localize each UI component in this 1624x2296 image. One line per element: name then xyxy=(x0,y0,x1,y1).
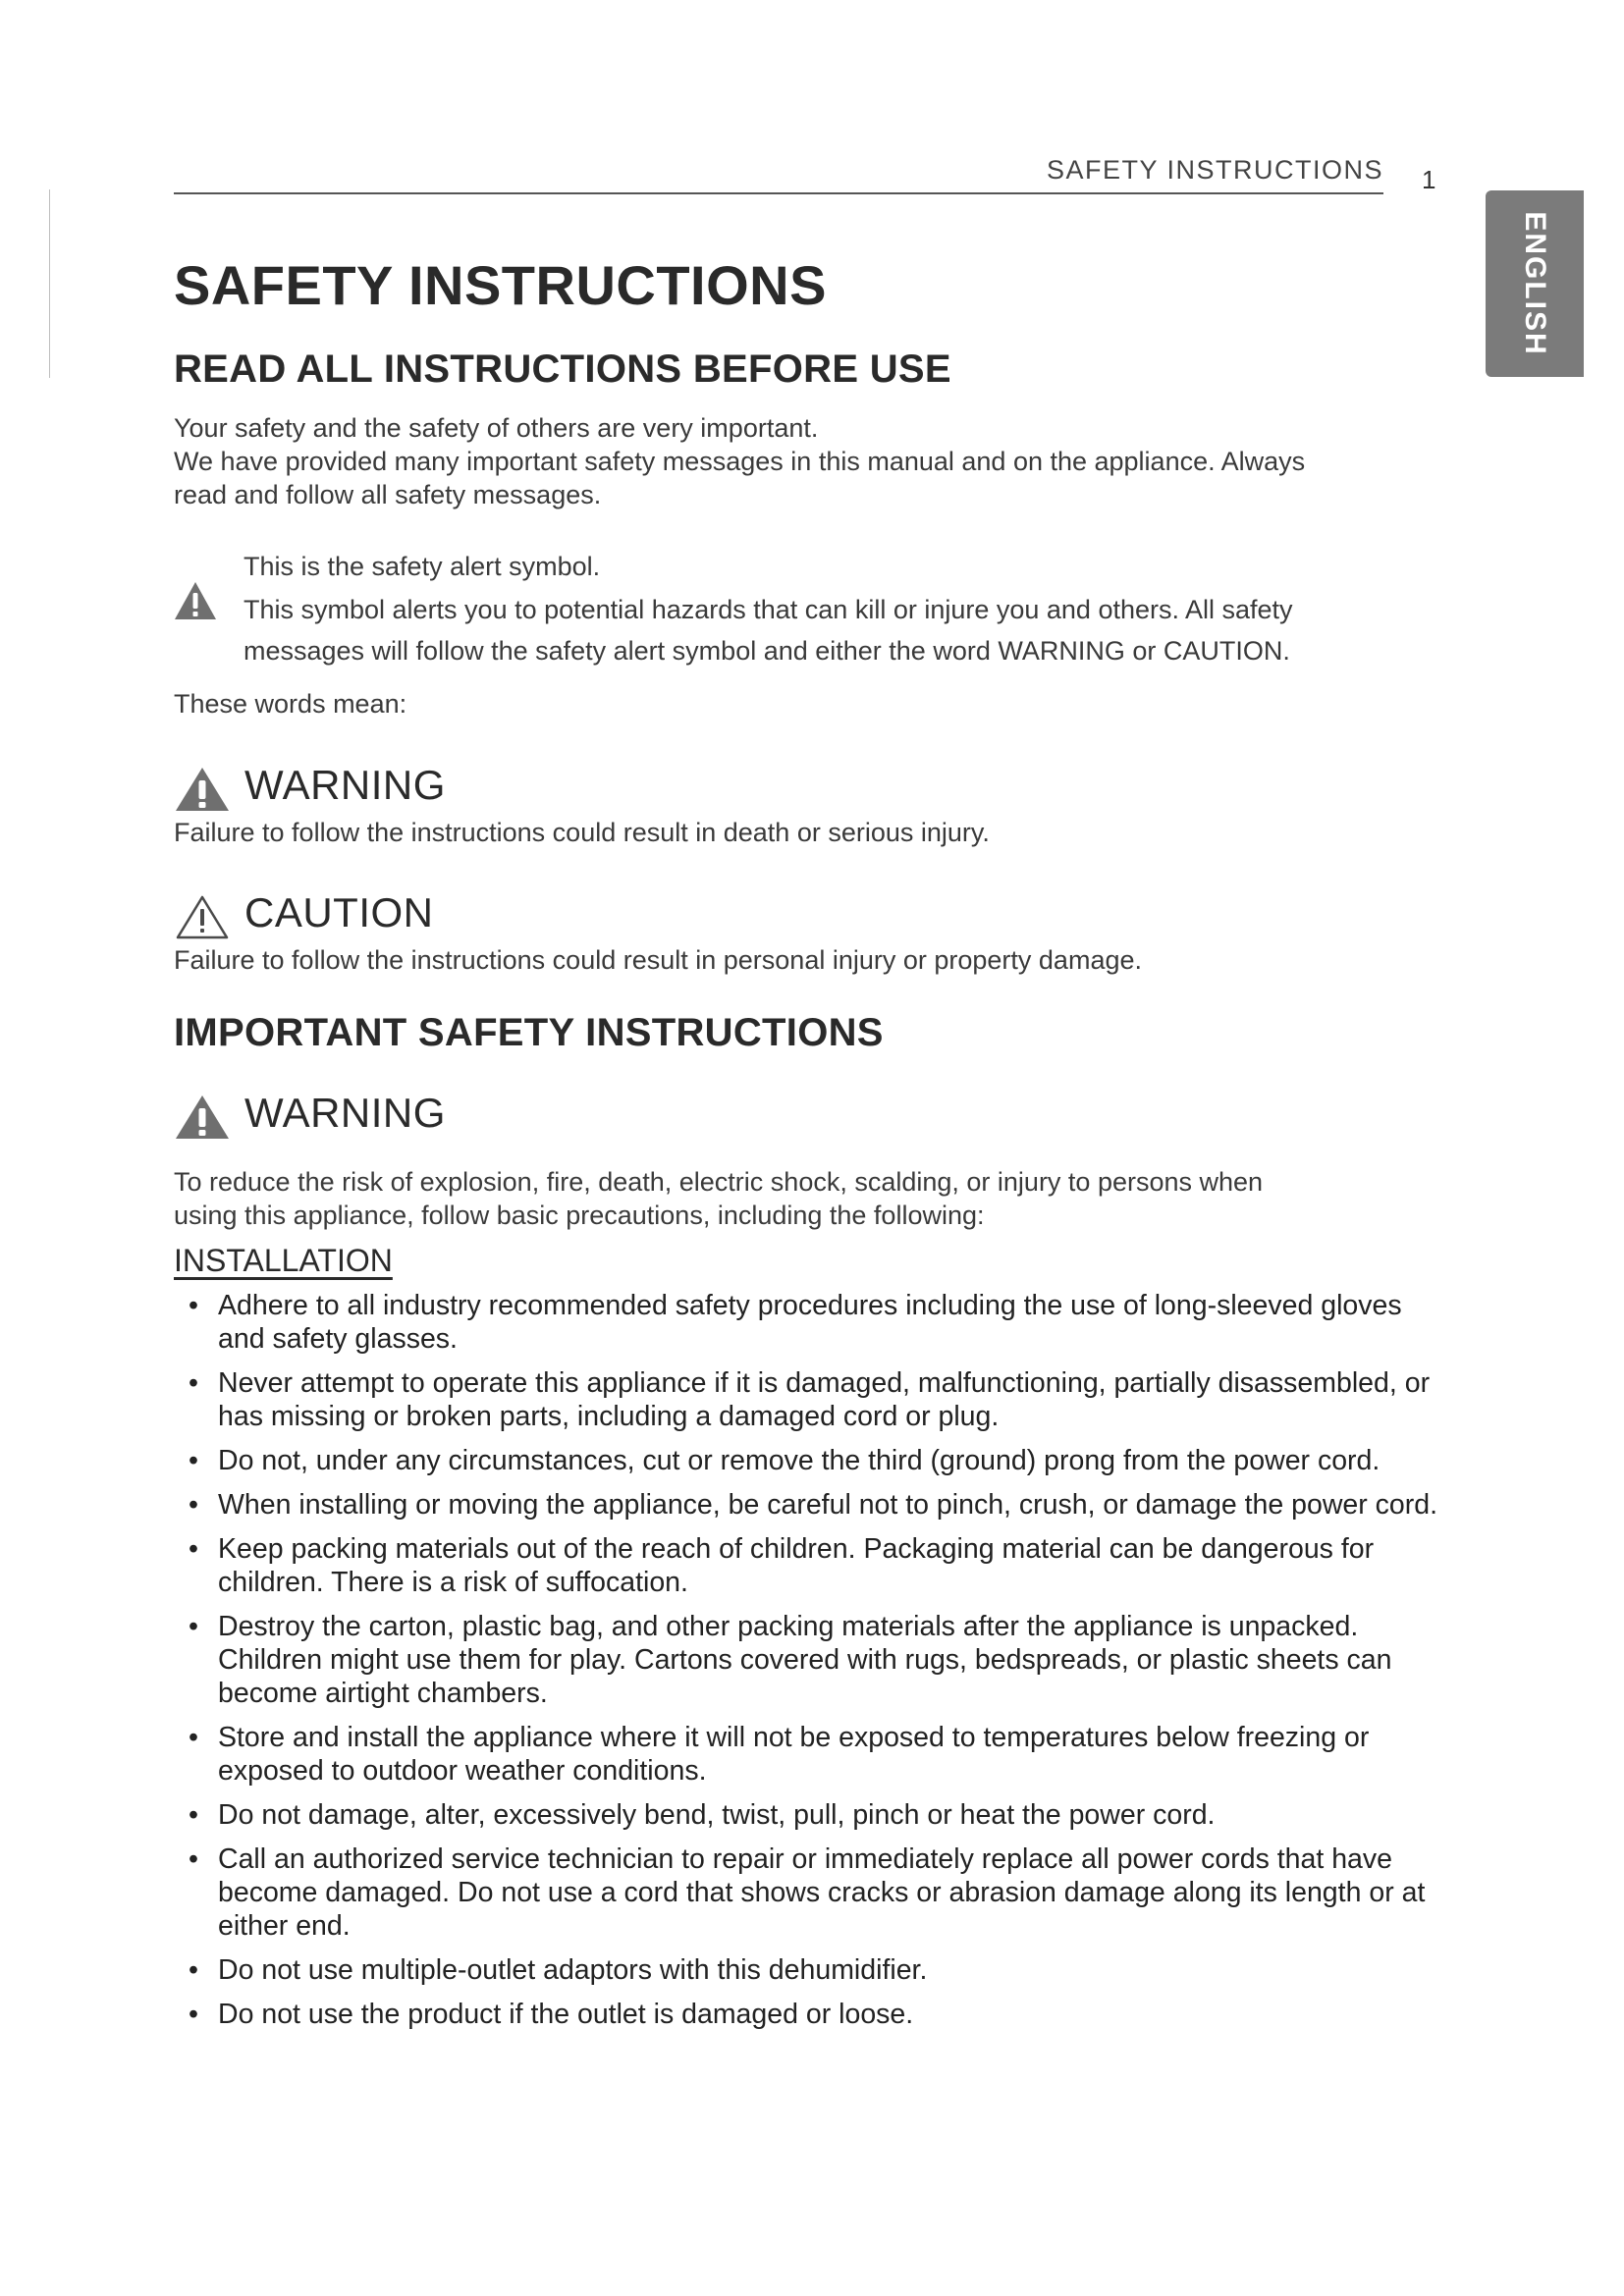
intro-line: We have provided many important safety messages in this manual and on the appliance. Always xyxy=(174,447,1306,476)
list-item: • Never attempt to operate this appliance if it is damaged, malfunctioning, partially disassembled, or has missing or broken parts, including a damaged cord or plug. xyxy=(187,1366,1453,1433)
safety-alert-icon xyxy=(174,581,217,620)
risk-paragraph xyxy=(174,1165,1440,1232)
intro-line: read and follow all safety messages. xyxy=(174,480,602,509)
risk-line: To reduce the risk of explosion, fire, death, electric shock, scalding, or injury to persons when xyxy=(174,1167,1264,1197)
list-item: • Keep packing materials out of the reach of children. Packaging material can be dangerous for children. There is a risk of suffocation. xyxy=(187,1532,1453,1599)
list-item: • Adhere to all industry recommended safety procedures including the use of long-sleeved gloves and safety glasses. xyxy=(187,1289,1453,1356)
warning-word: WARNING xyxy=(244,762,446,808)
running-header xyxy=(174,153,1383,194)
installation-list xyxy=(187,1289,1453,2031)
words-mean: These words mean: xyxy=(174,689,407,719)
read-all-heading: READ ALL INSTRUCTIONS BEFORE USE xyxy=(174,347,951,391)
caution-word: CAUTION xyxy=(244,889,434,935)
margin-divider xyxy=(49,189,50,378)
alert-line: This symbol alerts you to potential hazards that can kill or injure you and others. All safety xyxy=(244,595,1293,624)
list-item: • When installing or moving the appliance, be careful not to pinch, crush, or damage the power cord. xyxy=(187,1488,1453,1522)
installation-heading: INSTALLATION xyxy=(174,1243,393,1278)
risk-line: using this appliance, follow basic precautions, including the following: xyxy=(174,1201,985,1230)
intro-paragraph xyxy=(174,411,1440,511)
list-item: • Do not damage, alter, excessively bend, twist, pull, pinch or heat the power cord. xyxy=(187,1798,1453,1832)
list-item: • Do not use multiple-outlet adaptors with this dehumidifier. xyxy=(187,1953,1453,1987)
caution-icon xyxy=(174,893,231,940)
list-item: • Do not, under any circumstances, cut or remove the third (ground) prong from the power cord. xyxy=(187,1444,1453,1477)
language-tab-label: ENGLISH xyxy=(1519,211,1551,356)
running-title: SAFETY INSTRUCTIONS xyxy=(1046,155,1383,185)
warning-icon xyxy=(174,1094,231,1141)
caution-text: Failure to follow the instructions could result in personal injury or property damage. xyxy=(174,945,1142,975)
list-item: • Destroy the carton, plastic bag, and other packing materials after the appliance is unpacked. Children might use them for play. Cartons covered with rugs, bedspreads, or plastic sheets can become airtight chambers. xyxy=(187,1610,1453,1710)
list-item: • Do not use the product if the outlet is damaged or loose. xyxy=(187,1998,1453,2031)
warning-icon xyxy=(174,766,231,813)
language-tab xyxy=(1486,190,1584,377)
intro-line: Your safety and the safety of others are very important. xyxy=(174,413,819,443)
page-number: 1 xyxy=(1422,165,1436,194)
warning-text: Failure to follow the instructions could result in death or serious injury. xyxy=(174,818,990,847)
alert-line: This is the safety alert symbol. xyxy=(244,552,601,581)
list-item: • Call an authorized service technician to repair or immediately replace all power cords that have become damaged. Do not use a cord that shows cracks or abrasion damage along its length or at either end. xyxy=(187,1842,1453,1943)
important-heading: IMPORTANT SAFETY INSTRUCTIONS xyxy=(174,1011,884,1054)
alert-line: messages will follow the safety alert symbol and either the word WARNING or CAUTION. xyxy=(244,636,1290,666)
list-item: • Store and install the appliance where it will not be exposed to temperatures below freezing or exposed to outdoor weather conditions. xyxy=(187,1721,1453,1788)
page-title: SAFETY INSTRUCTIONS xyxy=(174,254,827,316)
warning-word: WARNING xyxy=(244,1090,446,1136)
